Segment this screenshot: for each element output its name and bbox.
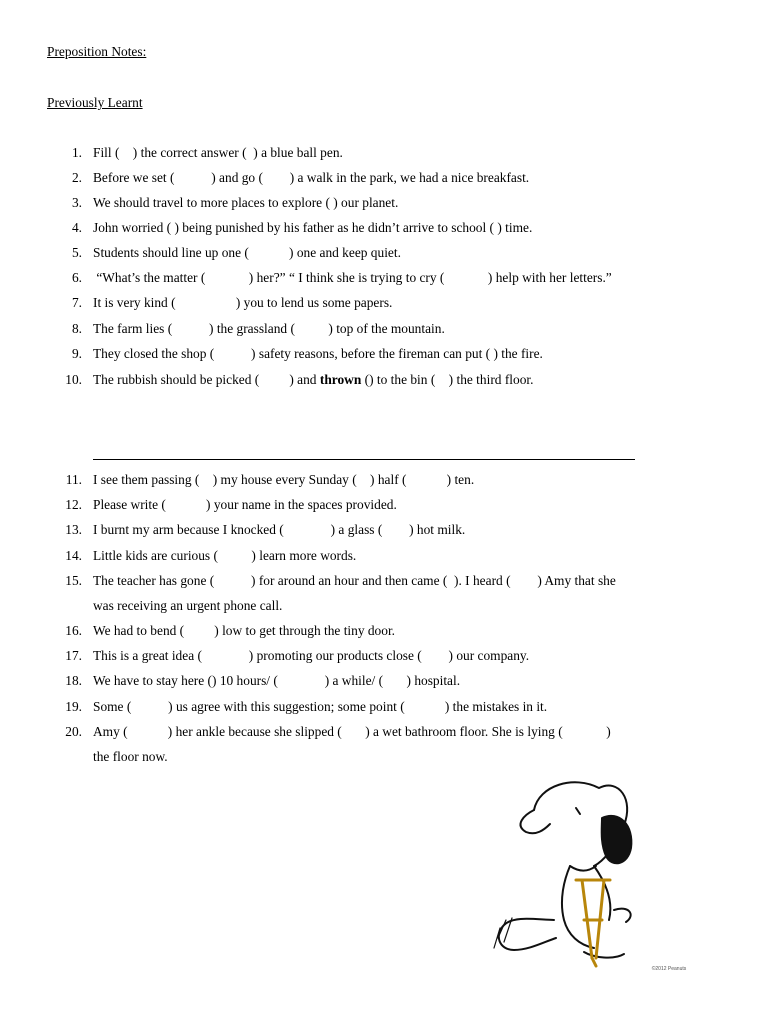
question-number: 15.: [65, 573, 82, 588]
question-item: [0, 293, 768, 313]
question-number: 14.: [65, 548, 82, 563]
question-item: [0, 193, 768, 213]
question-item: [0, 520, 768, 540]
question-number: 11.: [65, 472, 82, 487]
question-item: [0, 218, 768, 238]
bold-word: thrown: [319, 372, 362, 387]
copyright-caption: ©2012 Peanuts: [651, 966, 687, 972]
question-text: We had to bend ( ) low to get through the tiny door.: [93, 623, 396, 638]
question-text: Fill ( ) the correct answer ( ) a blue ball pen.: [93, 145, 343, 160]
question-text: The teacher has gone ( ) for around an hour and then came ( ). I heard ( ) Amy that she: [93, 573, 616, 588]
question-item: [0, 268, 768, 288]
question-number: 6.: [71, 270, 82, 285]
divider-line: [93, 459, 635, 460]
question-number: 13.: [65, 522, 82, 537]
question-item: [0, 495, 768, 515]
question-item: [0, 697, 768, 717]
question-text: Some ( ) us agree with this suggestion; some point ( ) the mistakes in it.: [93, 699, 548, 714]
question-text: Amy ( ) her ankle because she slipped ( ) a wet bathroom floor. She is lying ( ): [93, 724, 611, 739]
question-item: [0, 571, 768, 591]
question-item: [0, 546, 768, 566]
question-item: [0, 143, 768, 163]
question-text: It is very kind ( ) you to lend us some papers.: [93, 295, 393, 310]
question-number: 3.: [71, 195, 82, 210]
question-text: I burnt my arm because I knocked ( ) a glass ( ) hot milk.: [93, 522, 466, 537]
question-text: We should travel to more places to explore ( ) our planet.: [93, 195, 399, 210]
question-number: 17.: [65, 648, 82, 663]
question-number: 10.: [65, 372, 82, 387]
question-text: I see them passing ( ) my house every Sunday ( ) half ( ) ten.: [93, 472, 475, 487]
page-title: Preposition Notes:: [47, 44, 147, 59]
question-text-continuation: was receiving an urgent phone call.: [93, 598, 283, 613]
question-text: Please write ( ) your name in the spaces provided.: [93, 497, 397, 512]
question-number: 8.: [71, 321, 82, 336]
question-text: John worried ( ) being punished by his father as he didn’t arrive to school ( ) time.: [93, 220, 533, 235]
question-text: This is a great idea ( ) promoting our products close ( ) our company.: [93, 648, 530, 663]
question-item: [0, 370, 768, 390]
question-number: 4.: [71, 220, 82, 235]
question-item: [0, 621, 768, 641]
snoopy-illustration: [484, 770, 699, 975]
question-text: [93, 370, 533, 390]
question-text: The farm lies ( ) the grassland ( ) top of the mountain.: [93, 321, 445, 336]
question-item: [0, 646, 768, 666]
question-number: 18.: [65, 673, 82, 688]
question-text-continuation: the floor now.: [93, 749, 168, 764]
question-number: 12.: [65, 497, 82, 512]
question-text: They closed the shop ( ) safety reasons, before the fireman can put ( ) the fire.: [93, 346, 543, 361]
question-item: [0, 344, 768, 364]
question-item: [0, 671, 768, 691]
question-number: 2.: [71, 170, 82, 185]
question-number: 7.: [71, 295, 82, 310]
question-number: 5.: [71, 245, 82, 260]
question-text: Before we set ( ) and go ( ) a walk in the park, we had a nice breakfast.: [93, 170, 530, 185]
question-number: 20.: [65, 724, 82, 739]
question-number: 19.: [65, 699, 82, 714]
question-number: 16.: [65, 623, 82, 638]
question-item: [0, 722, 768, 742]
question-item: [0, 319, 768, 339]
question-text: We have to stay here () 10 hours/ ( ) a while/ ( ) hospital.: [93, 673, 461, 688]
question-item: [0, 470, 768, 490]
question-number: 9.: [71, 346, 82, 361]
question-item: [0, 168, 768, 188]
question-text: Students should line up one ( ) one and keep quiet.: [93, 245, 401, 260]
question-item: [0, 243, 768, 263]
section-heading: Previously Learnt: [47, 95, 143, 110]
question-text-part: () to the bin ( ) the third floor.: [361, 372, 534, 387]
question-number: 1.: [71, 145, 82, 160]
question-text: Little kids are curious ( ) learn more words.: [93, 548, 357, 563]
question-text: “What’s the matter ( ) her?” “ I think she is trying to cry ( ) help with her letters.”: [93, 270, 612, 285]
question-text-part: The rubbish should be picked ( ) and: [93, 372, 320, 387]
